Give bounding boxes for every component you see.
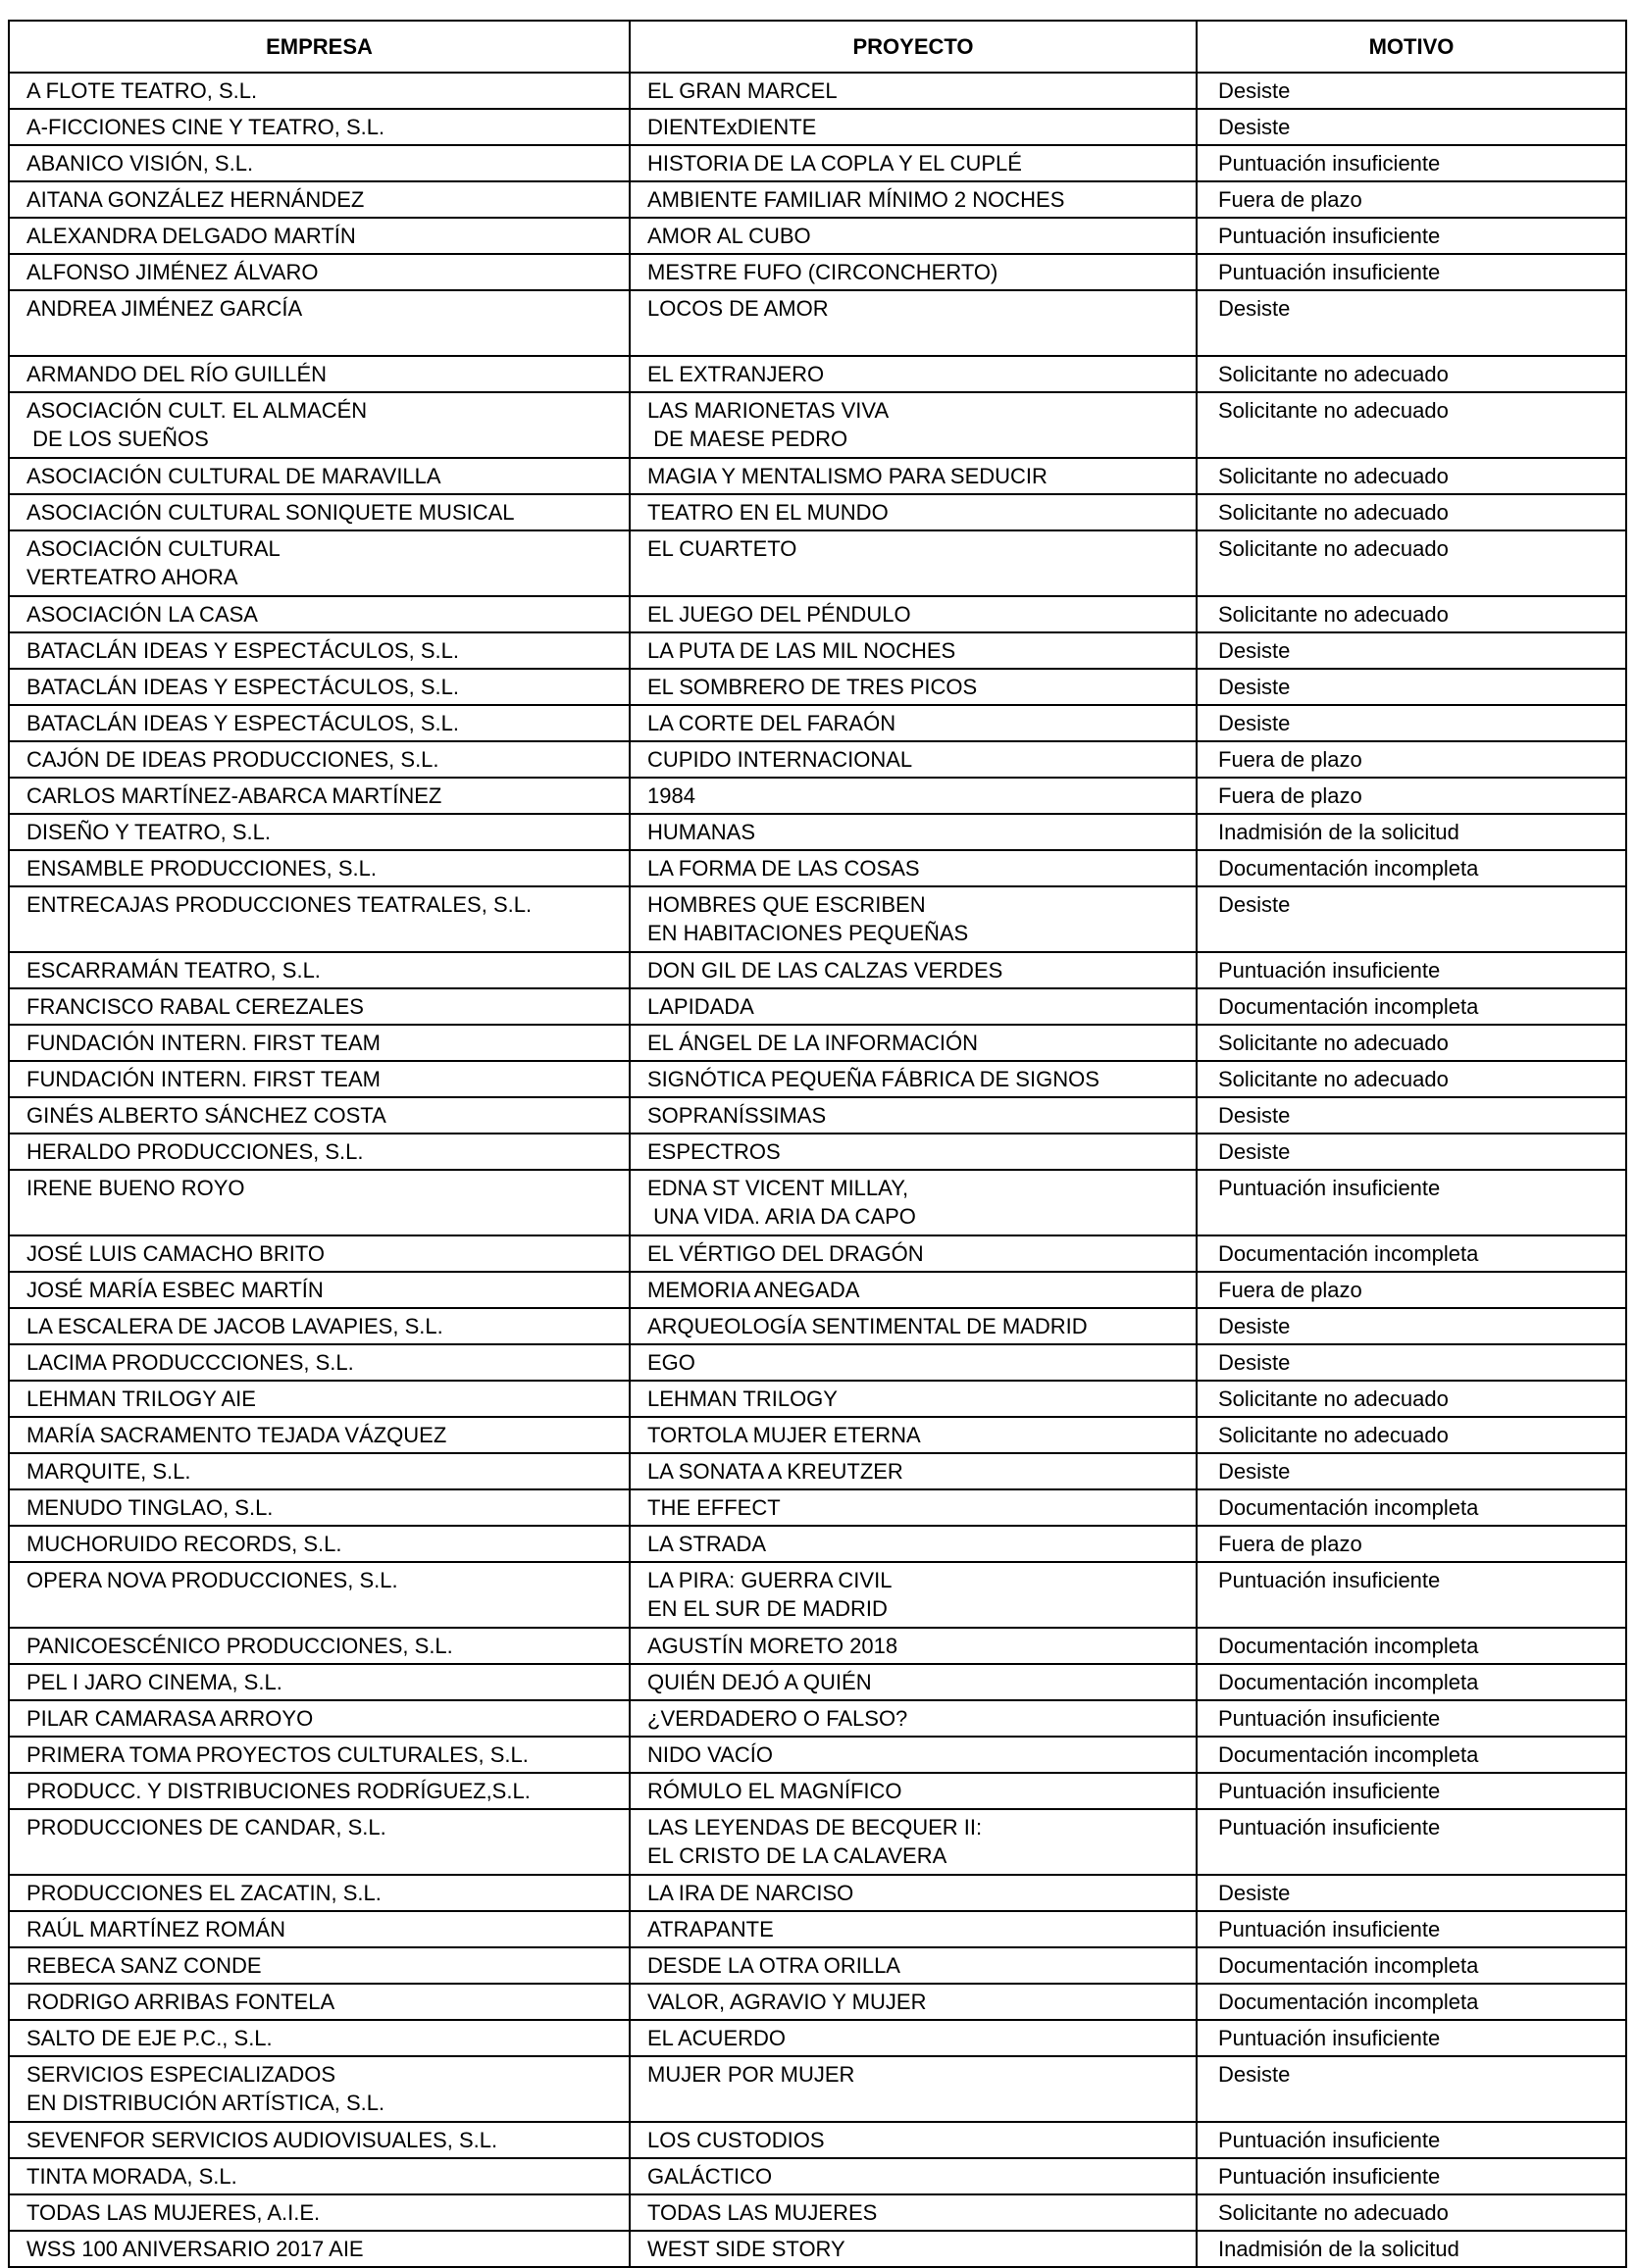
proyecto-cell: CUPIDO INTERNACIONAL: [630, 741, 1197, 778]
table-row: [9, 181, 1626, 218]
empresa-cell: BATACLÁN IDEAS Y ESPECTÁCULOS, S.L.: [9, 669, 630, 705]
proyecto-cell: EL VÉRTIGO DEL DRAGÓN: [630, 1235, 1197, 1272]
proyecto-cell: GALÁCTICO: [630, 2158, 1197, 2194]
empresa-cell: SEVENFOR SERVICIOS AUDIOVISUALES, S.L.: [9, 2122, 630, 2158]
table-row: [9, 145, 1626, 181]
table-row: [9, 1235, 1626, 1272]
table-row: [9, 1308, 1626, 1344]
proyecto-cell: EL ACUERDO: [630, 2020, 1197, 2056]
proyecto-cell: SIGNÓTICA PEQUEÑA FÁBRICA DE SIGNOS: [630, 1061, 1197, 1097]
proyecto-cell: AGUSTÍN MORETO 2018: [630, 1628, 1197, 1664]
empresa-cell: PRODUCCIONES DE CANDAR, S.L.: [9, 1809, 630, 1875]
proyecto-cell: VALOR, AGRAVIO Y MUJER: [630, 1984, 1197, 2020]
empresa-cell: PRODUCC. Y DISTRIBUCIONES RODRÍGUEZ,S.L.: [9, 1773, 630, 1809]
empresa-cell: ASOCIACIÓN CULTURAL SONIQUETE MUSICAL: [9, 494, 630, 530]
proyecto-cell: LA FORMA DE LAS COSAS: [630, 850, 1197, 886]
proyecto-cell: QUIÉN DEJÓ A QUIÉN: [630, 1664, 1197, 1700]
proyecto-cell: MUJER POR MUJER: [630, 2056, 1197, 2122]
motivo-cell: Solicitante no adecuado: [1197, 1025, 1626, 1061]
proyecto-cell: TODAS LAS MUJERES: [630, 2194, 1197, 2231]
empresa-cell: PANICOESCÉNICO PRODUCCIONES, S.L.: [9, 1628, 630, 1664]
table-row: [9, 530, 1626, 596]
table-row: [9, 1773, 1626, 1809]
proyecto-cell: LAS MARIONETAS VIVA DE MAESE PEDRO: [630, 392, 1197, 458]
proyecto-cell: EGO: [630, 1344, 1197, 1381]
motivo-cell: Desiste: [1197, 2056, 1626, 2122]
proyecto-cell: LA IRA DE NARCISO: [630, 1875, 1197, 1911]
motivo-cell: Documentación incompleta: [1197, 850, 1626, 886]
motivo-cell: Desiste: [1197, 1134, 1626, 1170]
motivo-cell: Desiste: [1197, 73, 1626, 109]
empresa-cell: PEL I JARO CINEMA, S.L.: [9, 1664, 630, 1700]
proyecto-cell: DESDE LA OTRA ORILLA: [630, 1947, 1197, 1984]
empresa-cell: TODAS LAS MUJERES, A.I.E.: [9, 2194, 630, 2231]
table-row: [9, 1272, 1626, 1308]
proyecto-cell: EL JUEGO DEL PÉNDULO: [630, 596, 1197, 632]
motivo-cell: Solicitante no adecuado: [1197, 1381, 1626, 1417]
motivo-cell: Solicitante no adecuado: [1197, 392, 1626, 458]
motivo-cell: Desiste: [1197, 1308, 1626, 1344]
table-row: [9, 458, 1626, 494]
proyecto-cell: MAGIA Y MENTALISMO PARA SEDUCIR: [630, 458, 1197, 494]
empresa-cell: OPERA NOVA PRODUCCIONES, S.L.: [9, 1562, 630, 1628]
proyecto-cell: LA PUTA DE LAS MIL NOCHES: [630, 632, 1197, 669]
proyecto-cell: EL ÁNGEL DE LA INFORMACIÓN: [630, 1025, 1197, 1061]
proyecto-cell: EL CUARTETO: [630, 530, 1197, 596]
proyecto-cell: LA PIRA: GUERRA CIVIL EN EL SUR DE MADRID: [630, 1562, 1197, 1628]
empresa-cell: ENTRECAJAS PRODUCCIONES TEATRALES, S.L.: [9, 886, 630, 952]
proyecto-cell: MEMORIA ANEGADA: [630, 1272, 1197, 1308]
motivo-cell: Puntuación insuficiente: [1197, 1809, 1626, 1875]
motivo-cell: Documentación incompleta: [1197, 1984, 1626, 2020]
proyecto-cell: LA CORTE DEL FARAÓN: [630, 705, 1197, 741]
table-row: [9, 1170, 1626, 1235]
motivo-cell: Puntuación insuficiente: [1197, 254, 1626, 290]
motivo-cell: Inadmisión de la solicitud: [1197, 814, 1626, 850]
motivo-cell: Solicitante no adecuado: [1197, 458, 1626, 494]
motivo-cell: Solicitante no adecuado: [1197, 2194, 1626, 2231]
proyecto-cell: ARQUEOLOGÍA SENTIMENTAL DE MADRID: [630, 1308, 1197, 1344]
motivo-cell: Documentación incompleta: [1197, 1628, 1626, 1664]
empresa-cell: LA ESCALERA DE JACOB LAVAPIES, S.L.: [9, 1308, 630, 1344]
motivo-cell: Fuera de plazo: [1197, 741, 1626, 778]
motivo-cell: Documentación incompleta: [1197, 988, 1626, 1025]
motivo-cell: Desiste: [1197, 109, 1626, 145]
motivo-cell: Desiste: [1197, 1344, 1626, 1381]
table-body: [9, 73, 1626, 2267]
proyecto-cell: RÓMULO EL MAGNÍFICO: [630, 1773, 1197, 1809]
table-row: [9, 2158, 1626, 2194]
empresa-cell: FUNDACIÓN INTERN. FIRST TEAM: [9, 1025, 630, 1061]
table-row: [9, 669, 1626, 705]
proyecto-cell: HISTORIA DE LA COPLA Y EL CUPLÉ: [630, 145, 1197, 181]
motivo-cell: Puntuación insuficiente: [1197, 218, 1626, 254]
table-row: [9, 1061, 1626, 1097]
empresa-cell: AITANA GONZÁLEZ HERNÁNDEZ: [9, 181, 630, 218]
table-row: [9, 1664, 1626, 1700]
empresa-cell: TINTA MORADA, S.L.: [9, 2158, 630, 2194]
table-row: [9, 2020, 1626, 2056]
empresa-cell: WSS 100 ANIVERSARIO 2017 AIE: [9, 2231, 630, 2267]
table-row: [9, 1025, 1626, 1061]
empresa-cell: ASOCIACIÓN LA CASA: [9, 596, 630, 632]
table-row: [9, 1134, 1626, 1170]
empresa-cell: A FLOTE TEATRO, S.L.: [9, 73, 630, 109]
motivo-cell: Inadmisión de la solicitud: [1197, 2231, 1626, 2267]
resolution-table: [8, 20, 1627, 2268]
motivo-cell: Desiste: [1197, 290, 1626, 356]
proyecto-cell: DON GIL DE LAS CALZAS VERDES: [630, 952, 1197, 988]
motivo-cell: Documentación incompleta: [1197, 1737, 1626, 1773]
proyecto-cell: HOMBRES QUE ESCRIBEN EN HABITACIONES PEQUEÑAS: [630, 886, 1197, 952]
proyecto-cell: ESPECTROS: [630, 1134, 1197, 1170]
motivo-cell: Desiste: [1197, 669, 1626, 705]
table-row: [9, 1809, 1626, 1875]
proyecto-cell: AMOR AL CUBO: [630, 218, 1197, 254]
empresa-cell: SERVICIOS ESPECIALIZADOS EN DISTRIBUCIÓN ARTÍSTICA, S.L.: [9, 2056, 630, 2122]
empresa-cell: RAÚL MARTÍNEZ ROMÁN: [9, 1911, 630, 1947]
empresa-cell: CAJÓN DE IDEAS PRODUCCIONES, S.L.: [9, 741, 630, 778]
motivo-cell: Fuera de plazo: [1197, 1272, 1626, 1308]
table-row: [9, 1526, 1626, 1562]
table-row: [9, 1700, 1626, 1737]
table-row: [9, 494, 1626, 530]
header-row: [9, 21, 1626, 73]
motivo-cell: Desiste: [1197, 705, 1626, 741]
proyecto-cell: LOCOS DE AMOR: [630, 290, 1197, 356]
proyecto-cell: SOPRANÍSSIMAS: [630, 1097, 1197, 1134]
table-row: [9, 705, 1626, 741]
header-empresa: EMPRESA: [9, 21, 630, 73]
proyecto-cell: LOS CUSTODIOS: [630, 2122, 1197, 2158]
motivo-cell: Puntuación insuficiente: [1197, 2020, 1626, 2056]
empresa-cell: ASOCIACIÓN CULTURAL DE MARAVILLA: [9, 458, 630, 494]
empresa-cell: MARQUITE, S.L.: [9, 1453, 630, 1489]
motivo-cell: Fuera de plazo: [1197, 1526, 1626, 1562]
empresa-cell: IRENE BUENO ROYO: [9, 1170, 630, 1235]
proyecto-cell: DIENTExDIENTE: [630, 109, 1197, 145]
empresa-cell: DISEÑO Y TEATRO, S.L.: [9, 814, 630, 850]
motivo-cell: Fuera de plazo: [1197, 778, 1626, 814]
empresa-cell: PRODUCCIONES EL ZACATIN, S.L.: [9, 1875, 630, 1911]
proyecto-cell: TEATRO EN EL MUNDO: [630, 494, 1197, 530]
motivo-cell: Solicitante no adecuado: [1197, 596, 1626, 632]
empresa-cell: JOSÉ MARÍA ESBEC MARTÍN: [9, 1272, 630, 1308]
motivo-cell: Documentación incompleta: [1197, 1489, 1626, 1526]
table-row: [9, 290, 1626, 356]
table-row: [9, 2194, 1626, 2231]
empresa-cell: A-FICCIONES CINE Y TEATRO, S.L.: [9, 109, 630, 145]
proyecto-cell: ATRAPANTE: [630, 1911, 1197, 1947]
empresa-cell: MARÍA SACRAMENTO TEJADA VÁZQUEZ: [9, 1417, 630, 1453]
motivo-cell: Puntuación insuficiente: [1197, 145, 1626, 181]
header-proyecto: PROYECTO: [630, 21, 1197, 73]
table-row: [9, 741, 1626, 778]
proyecto-cell: EL SOMBRERO DE TRES PICOS: [630, 669, 1197, 705]
table-row: [9, 1097, 1626, 1134]
empresa-cell: CARLOS MARTÍNEZ-ABARCA MARTÍNEZ: [9, 778, 630, 814]
table-row: [9, 596, 1626, 632]
empresa-cell: ASOCIACIÓN CULTURAL VERTEATRO AHORA: [9, 530, 630, 596]
motivo-cell: Puntuación insuficiente: [1197, 952, 1626, 988]
motivo-cell: Desiste: [1197, 1097, 1626, 1134]
table-row: [9, 1562, 1626, 1628]
table-row: [9, 1875, 1626, 1911]
empresa-cell: PILAR CAMARASA ARROYO: [9, 1700, 630, 1737]
empresa-cell: LACIMA PRODUCCCIONES, S.L.: [9, 1344, 630, 1381]
proyecto-cell: LA STRADA: [630, 1526, 1197, 1562]
proyecto-cell: LA SONATA A KREUTZER: [630, 1453, 1197, 1489]
table-row: [9, 632, 1626, 669]
table-row: [9, 988, 1626, 1025]
proyecto-cell: LAPIDADA: [630, 988, 1197, 1025]
empresa-cell: GINÉS ALBERTO SÁNCHEZ COSTA: [9, 1097, 630, 1134]
proyecto-cell: EDNA ST VICENT MILLAY, UNA VIDA. ARIA DA CAPO: [630, 1170, 1197, 1235]
motivo-cell: Desiste: [1197, 632, 1626, 669]
empresa-cell: RODRIGO ARRIBAS FONTELA: [9, 1984, 630, 2020]
empresa-cell: ARMANDO DEL RÍO GUILLÉN: [9, 356, 630, 392]
table-row: [9, 1381, 1626, 1417]
proyecto-cell: 1984: [630, 778, 1197, 814]
empresa-cell: FRANCISCO RABAL CEREZALES: [9, 988, 630, 1025]
proyecto-cell: TORTOLA MUJER ETERNA: [630, 1417, 1197, 1453]
empresa-cell: ABANICO VISIÓN, S.L.: [9, 145, 630, 181]
table-row: [9, 2122, 1626, 2158]
empresa-cell: ASOCIACIÓN CULT. EL ALMACÉN DE LOS SUEÑOS: [9, 392, 630, 458]
motivo-cell: Desiste: [1197, 1875, 1626, 1911]
table-row: [9, 1737, 1626, 1773]
table-row: [9, 1984, 1626, 2020]
empresa-cell: FUNDACIÓN INTERN. FIRST TEAM: [9, 1061, 630, 1097]
motivo-cell: Desiste: [1197, 1453, 1626, 1489]
proyecto-cell: EL GRAN MARCEL: [630, 73, 1197, 109]
empresa-cell: MUCHORUIDO RECORDS, S.L.: [9, 1526, 630, 1562]
motivo-cell: Solicitante no adecuado: [1197, 356, 1626, 392]
table-row: [9, 392, 1626, 458]
table-row: [9, 1344, 1626, 1381]
table-row: [9, 952, 1626, 988]
proyecto-cell: WEST SIDE STORY: [630, 2231, 1197, 2267]
empresa-cell: PRIMERA TOMA PROYECTOS CULTURALES, S.L.: [9, 1737, 630, 1773]
table-row: [9, 886, 1626, 952]
empresa-cell: REBECA SANZ CONDE: [9, 1947, 630, 1984]
empresa-cell: LEHMAN TRILOGY AIE: [9, 1381, 630, 1417]
empresa-cell: HERALDO PRODUCCIONES, S.L.: [9, 1134, 630, 1170]
motivo-cell: Solicitante no adecuado: [1197, 530, 1626, 596]
proyecto-cell: LAS LEYENDAS DE BECQUER II: EL CRISTO DE LA CALAVERA: [630, 1809, 1197, 1875]
empresa-cell: ANDREA JIMÉNEZ GARCÍA: [9, 290, 630, 356]
empresa-cell: SALTO DE EJE P.C., S.L.: [9, 2020, 630, 2056]
motivo-cell: Puntuación insuficiente: [1197, 2122, 1626, 2158]
motivo-cell: Puntuación insuficiente: [1197, 1562, 1626, 1628]
table-row: [9, 109, 1626, 145]
header-motivo: MOTIVO: [1197, 21, 1626, 73]
motivo-cell: Solicitante no adecuado: [1197, 494, 1626, 530]
table-header: [9, 21, 1626, 73]
table-row: [9, 778, 1626, 814]
table-row: [9, 1417, 1626, 1453]
table-row: [9, 2056, 1626, 2122]
table-row: [9, 356, 1626, 392]
proyecto-cell: THE EFFECT: [630, 1489, 1197, 1526]
empresa-cell: ENSAMBLE PRODUCCIONES, S.L.: [9, 850, 630, 886]
motivo-cell: Solicitante no adecuado: [1197, 1417, 1626, 1453]
motivo-cell: Puntuación insuficiente: [1197, 1700, 1626, 1737]
motivo-cell: Documentación incompleta: [1197, 1235, 1626, 1272]
proyecto-cell: ¿VERDADERO O FALSO?: [630, 1700, 1197, 1737]
proyecto-cell: NIDO VACÍO: [630, 1737, 1197, 1773]
empresa-cell: BATACLÁN IDEAS Y ESPECTÁCULOS, S.L.: [9, 705, 630, 741]
table-row: [9, 814, 1626, 850]
empresa-cell: JOSÉ LUIS CAMACHO BRITO: [9, 1235, 630, 1272]
motivo-cell: Puntuación insuficiente: [1197, 1170, 1626, 1235]
empresa-cell: MENUDO TINGLAO, S.L.: [9, 1489, 630, 1526]
empresa-cell: ALFONSO JIMÉNEZ ÁLVARO: [9, 254, 630, 290]
empresa-cell: ALEXANDRA DELGADO MARTÍN: [9, 218, 630, 254]
table-row: [9, 1911, 1626, 1947]
table-row: [9, 218, 1626, 254]
empresa-cell: ESCARRAMÁN TEATRO, S.L.: [9, 952, 630, 988]
table-row: [9, 1628, 1626, 1664]
motivo-cell: Puntuación insuficiente: [1197, 1911, 1626, 1947]
proyecto-cell: EL EXTRANJERO: [630, 356, 1197, 392]
motivo-cell: Puntuación insuficiente: [1197, 1773, 1626, 1809]
proyecto-cell: MESTRE FUFO (CIRCONCHERTO): [630, 254, 1197, 290]
table-row: [9, 73, 1626, 109]
table-row: [9, 254, 1626, 290]
proyecto-cell: LEHMAN TRILOGY: [630, 1381, 1197, 1417]
motivo-cell: Puntuación insuficiente: [1197, 2158, 1626, 2194]
table-row: [9, 850, 1626, 886]
motivo-cell: Documentación incompleta: [1197, 1947, 1626, 1984]
motivo-cell: Documentación incompleta: [1197, 1664, 1626, 1700]
empresa-cell: BATACLÁN IDEAS Y ESPECTÁCULOS, S.L.: [9, 632, 630, 669]
motivo-cell: Fuera de plazo: [1197, 181, 1626, 218]
proyecto-cell: AMBIENTE FAMILIAR MÍNIMO 2 NOCHES: [630, 181, 1197, 218]
table-row: [9, 1489, 1626, 1526]
table-row: [9, 2231, 1626, 2267]
table-row: [9, 1453, 1626, 1489]
motivo-cell: Desiste: [1197, 886, 1626, 952]
proyecto-cell: HUMANAS: [630, 814, 1197, 850]
table-row: [9, 1947, 1626, 1984]
motivo-cell: Solicitante no adecuado: [1197, 1061, 1626, 1097]
